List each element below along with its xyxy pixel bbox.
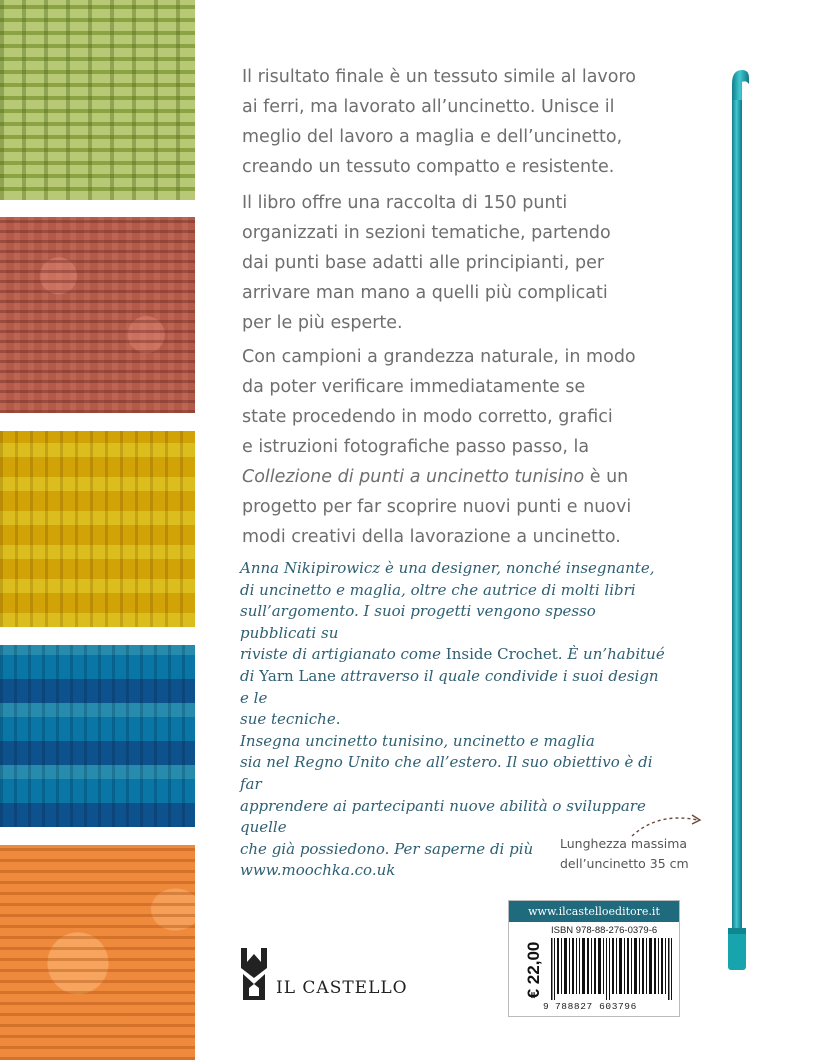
bio-line: sia nel Regno Unito che all’estero. Il suo obiettivo è di far (240, 753, 653, 793)
swatch-yellow-lace (0, 431, 195, 627)
text-line: e istruzioni fotografiche passo passo, la (242, 437, 590, 457)
text-line: progetto per far scoprire nuovi punti e nuovi (242, 497, 632, 517)
text-line: Il risultato finale è un tessuto simile al lavoro (242, 67, 637, 87)
text-line: da poter verificare immediatamente se (242, 377, 586, 397)
text-line: Il libro offre una raccolta di 150 punti (242, 193, 568, 213)
barcode-digits: 788827 603796 (555, 1001, 637, 1012)
publisher-website[interactable]: www.ilcastelloeditore.it (509, 901, 679, 922)
text-line: arrivare man mano a quelli più complicati (242, 283, 608, 303)
swatch-green-knit (0, 0, 195, 200)
text-line: Con campioni a grandezza naturale, in modo (242, 347, 636, 367)
barcode-first-digit: 9 (543, 1001, 549, 1012)
description-paragraph-1 (242, 62, 712, 182)
barcode (551, 938, 673, 1000)
book-title: Collezione di punti a uncinetto tunisino (242, 467, 585, 487)
swatch-terracotta-bobble (0, 217, 195, 413)
hook-length-caption (560, 834, 750, 874)
text-line: modi creativi della lavorazione a uncinetto. (242, 527, 621, 547)
bio-line: che già possiedono. Per saperne di più www.moochka.co.uk (240, 839, 534, 880)
bio-fragment: . È un’habitué (557, 645, 665, 664)
text-line: state procedendo in modo corretto, grafici (242, 407, 613, 427)
swatch-orange-texture (0, 845, 195, 1060)
bio-line: apprendere ai partecipanti nuove abilità o sviluppare quelle (240, 796, 646, 837)
publisher-name: IL CASTELLO (276, 978, 408, 998)
il-castello-logo (239, 944, 269, 1004)
description-paragraph-2 (242, 188, 712, 338)
description-paragraph-3 (242, 342, 712, 552)
text-line: ai ferri, ma lavorato all’uncinetto. Unisce il (242, 97, 615, 117)
shop-name: Yarn Lane (259, 666, 336, 685)
swatch-blue-stripes (0, 645, 195, 827)
magazine-name: Inside Crochet (445, 645, 558, 664)
text-line: organizzati in sezioni tematiche, partendo (242, 223, 611, 243)
bio-line: sue tecniche. (240, 710, 341, 729)
text-line: per le più esperte. (242, 313, 403, 333)
bio-fragment: di (240, 666, 260, 685)
caption-line: Lunghezza massima (560, 836, 688, 851)
price-barcode-box (508, 900, 680, 1017)
text-line: dai punti base adatti alle principianti, per (242, 253, 605, 273)
bio-line: sull’argomento. I suoi progetti vengono spesso pubblicati su (240, 602, 596, 642)
bio-fragment: riviste di artigianato come (240, 645, 446, 664)
text-line: meglio del lavoro a maglia e dell’uncinetto, (242, 127, 623, 147)
bio-line: Insegna uncinetto tunisino, uncinetto e maglia (240, 731, 595, 750)
text-fragment: è un (584, 467, 629, 487)
price-text: € 22,00 (524, 941, 543, 999)
caption-line: dell’uncinetto 35 cm (560, 856, 689, 871)
bio-line: di uncinetto e maglia, oltre che autrice di molti libri (240, 580, 636, 599)
bio-line: Anna Nikipirowicz è una designer, nonché insegnante, (240, 559, 655, 577)
isbn-text: ISBN 978-88-276-0379-6 (551, 925, 658, 936)
text-line: creando un tessuto compatto e resistente. (242, 157, 615, 177)
bio-fragment: attraverso il quale condivide i suoi design e le (240, 666, 659, 707)
